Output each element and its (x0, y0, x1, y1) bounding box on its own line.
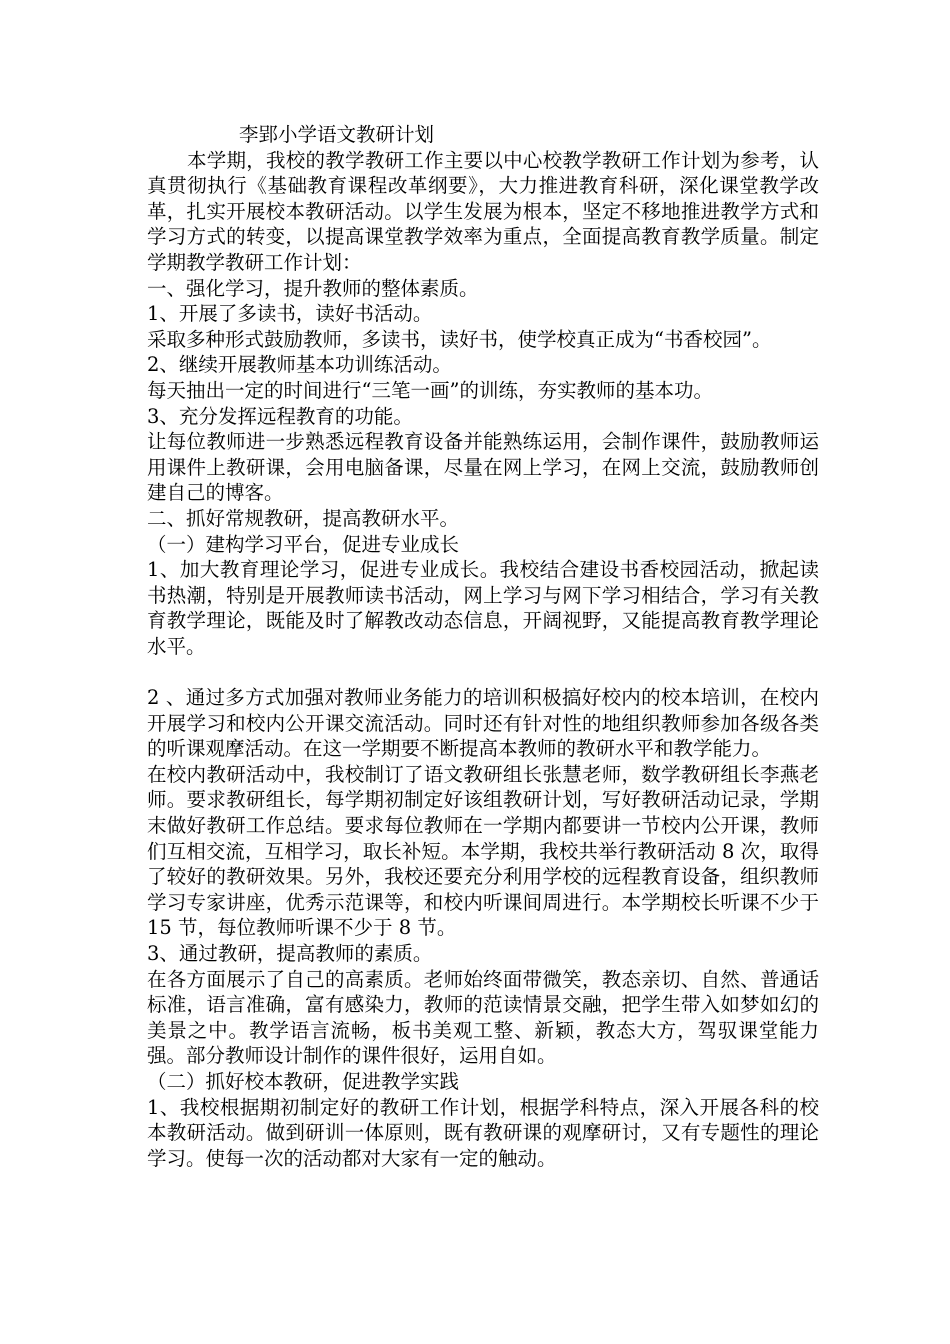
item-heading-1-2: 2、继续开展教师基本功训练活动。 (147, 353, 452, 377)
intro-paragraph: 本学期，我校的教学教研工作主要以中心校教学教研工作计划为参考，认真贯彻执行《基础教育课程改革纲要》，大力推进教育科研，深化课堂教学改革，扎实开展校本教研活动。以学生发展为根本，坚定不移地推进教学方式和学习方式的转变，以提高课堂教学效率为重点，全面提高教育教学质量。制定学期教学教研工作计划： (147, 148, 819, 274)
item-body-2-1-2-detail: 在校内教研活动中，我校制订了语文教研组长张慧老师，数学教研组长李燕老师。要求教研组长，每学期初制定好该组教研计划，写好教研活动记录，学期末做好教研工作总结。要求每位教师在一学期内都要讲一节校内公开课，教师们互相交流，互相学习，取长补短。本学期，我校共举行教研活动 8 次，取得了较好的教研效果。另外，我校还要充分利用学校的远程教育设备，组织教师学习专家讲座，优秀示范课等，和校内听课间周进行。本学期校长听课不少于 15 节，每位教师听课不少于 8 节。 (147, 762, 819, 940)
item-body-2-2-1: 1、我校根据期初制定好的教研工作计划，根据学科特点，深入开展各科的校本教研活动。做到研训一体原则，既有教研课的观摩研讨，又有专题性的理论学习。使每一次的活动都对大家有一定的触动。 (147, 1095, 819, 1170)
item-body-1-2: 每天抽出一定的时间进行“三笔一画”的训练，夯实教师的基本功。 (147, 378, 713, 402)
subsection-heading-2-1: （一）建构学习平台，促进专业成长 (147, 532, 460, 556)
item-heading-1-1: 1、开展了多读书，读好书活动。 (147, 302, 433, 326)
document-page (147, 122, 819, 1171)
item-body-2-1-2: 2 、通过多方式加强对教师业务能力的培训积极搞好校内的校本培训，在校内开展学习和校内公开课交流活动。同时还有针对性的地组织教师参加各级各类的听课观摩活动。在这一学期要不断提高本教师的教研水平和教学能力。 (147, 686, 819, 761)
blank-line (147, 659, 819, 685)
item-body-1-1: 采取多种形式鼓励教师，多读书，读好书，使学校真正成为“书香校园”。 (147, 327, 772, 351)
document-title: 李郢小学语文教研计划 (239, 123, 435, 146)
item-body-1-3: 让每位教师进一步熟悉远程教育设备并能熟练运用，会制作课件，鼓励教师运用课件上教研课，会用电脑备课，尽量在网上学习，在网上交流，鼓励教师创建自己的博客。 (147, 430, 819, 505)
section-heading-2: 二、抓好常规教研，提高教研水平。 (147, 506, 460, 530)
item-heading-1-3: 3、充分发挥远程教育的功能。 (147, 404, 413, 428)
subsection-heading-2-2: （二）抓好校本教研，促进教学实践 (147, 1069, 460, 1093)
item-body-2-1-3: 在各方面展示了自己的高素质。老师始终面带微笑，教态亲切、自然、普通话标准，语言准确，富有感染力，教师的范读情景交融，把学生带入如梦如幻的美景之中。教学语言流畅，板书美观工整、新颖，教态大方，驾驭课堂能力强。部分教师设计制作的课件很好，运用自如。 (147, 967, 819, 1068)
item-heading-2-1-3: 3、通过教研，提高教师的素质。 (147, 942, 433, 965)
item-body-2-1-1: 1、加大教育理论学习，促进专业成长。我校结合建设书香校园活动，掀起读书热潮，特别是开展教师读书活动，网上学习与网下学习相结合，学习有关教育教学理论，既能及时了解教改动态信息，开阔视野，又能提高教育教学理论水平。 (147, 558, 819, 658)
section-heading-1: 一、强化学习，提升教师的整体素质。 (147, 276, 479, 300)
